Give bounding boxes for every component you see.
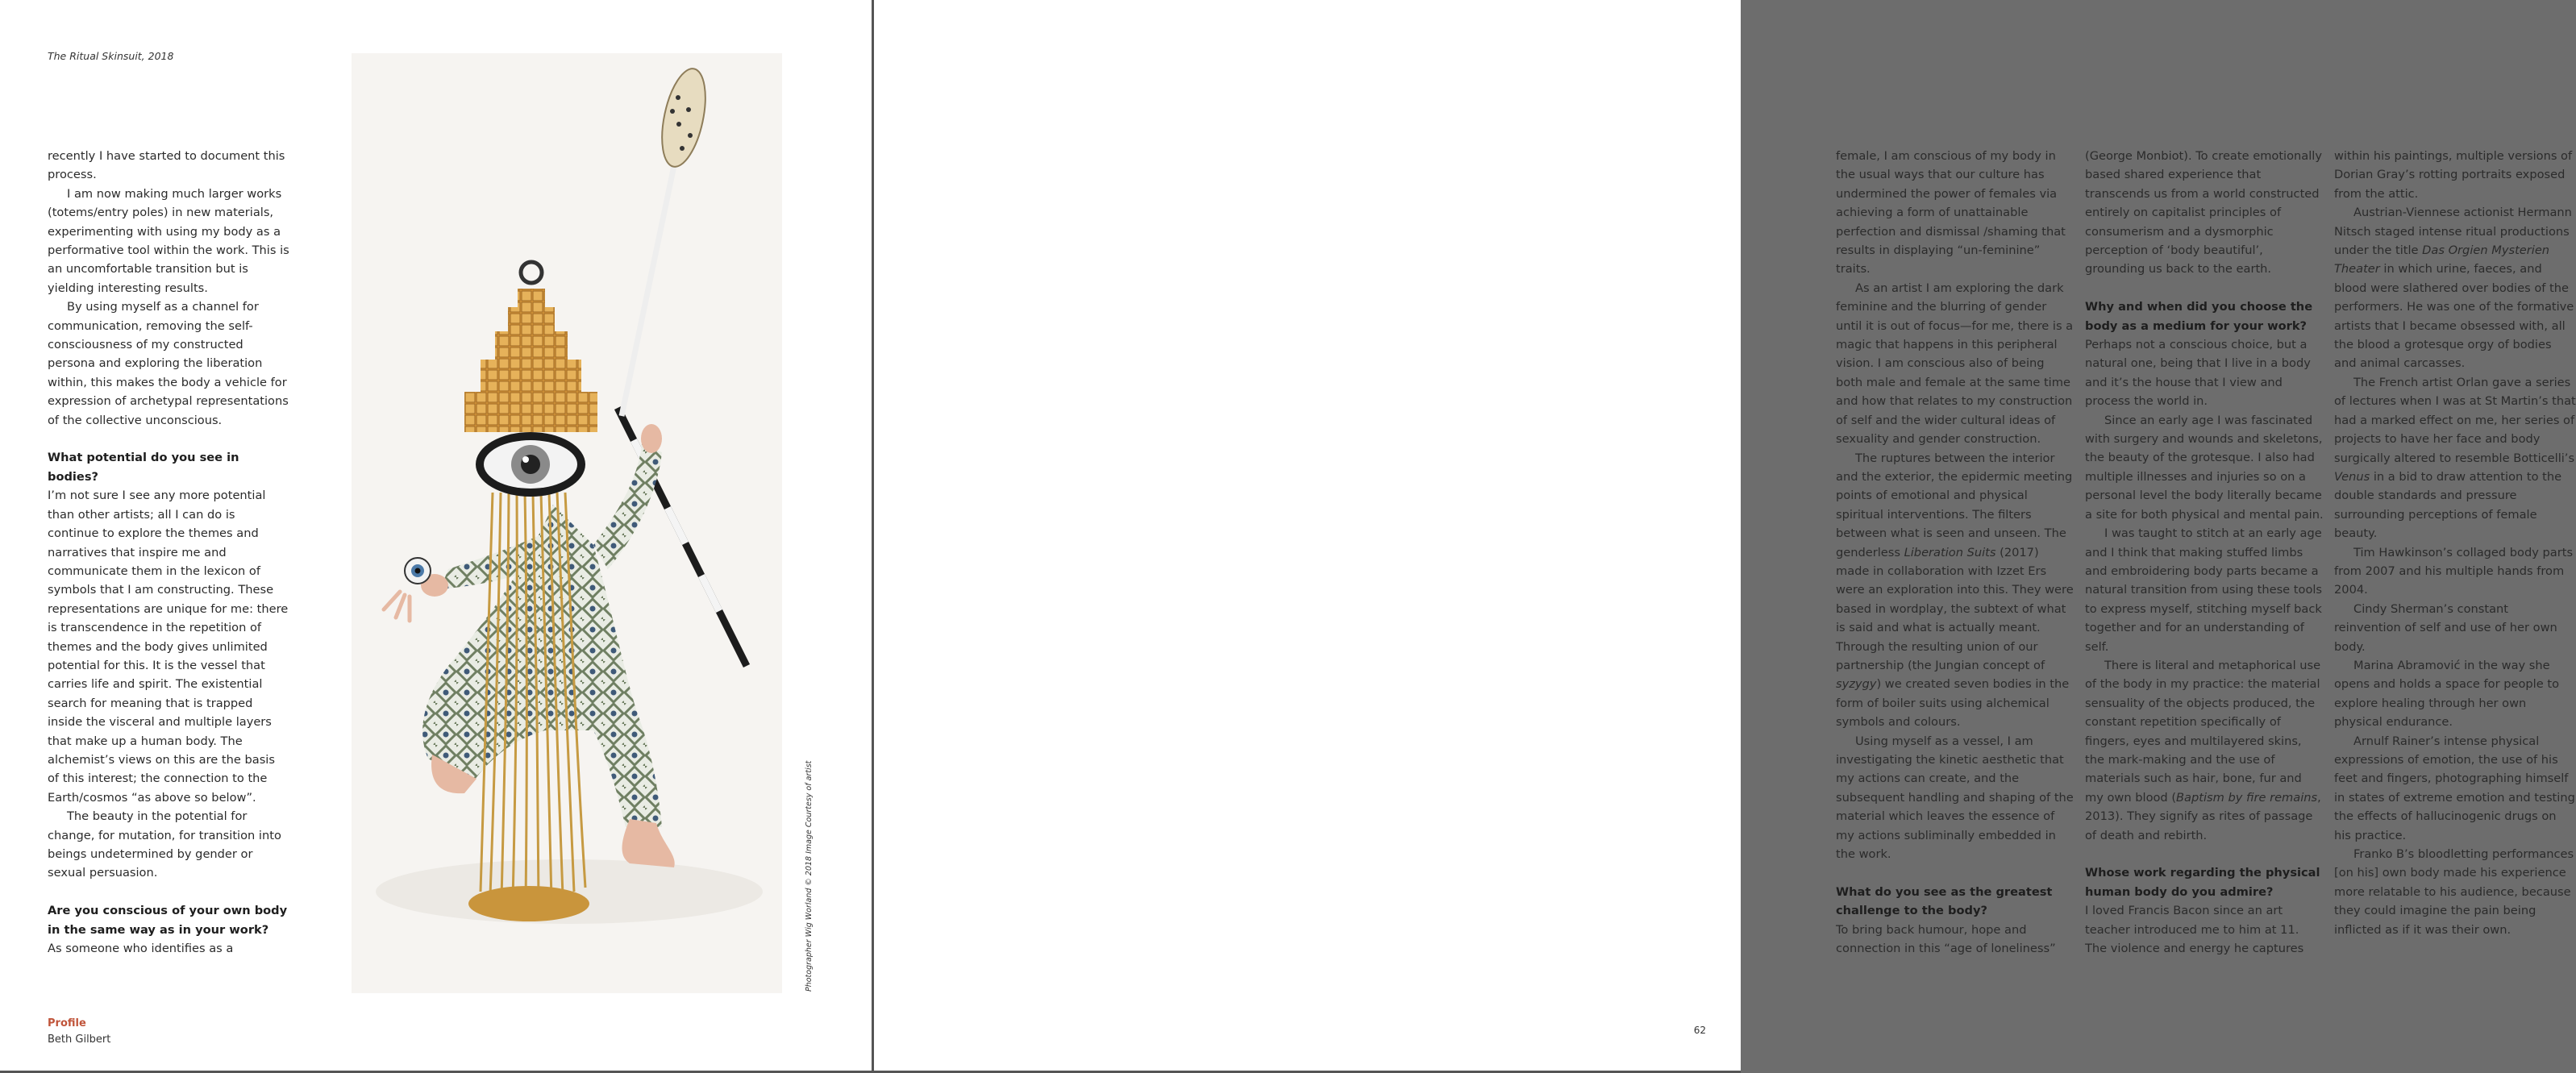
paragraph-text: The French artist Orlan gave a series of lectures when I was at St Martin’s that had a marked effect on me, her series of projects to have her face and body surgically altered to resemble Botticelli’s xyxy=(2334,375,2576,465)
body-paragraph xyxy=(48,297,289,430)
body-paragraph xyxy=(48,807,289,883)
text-column-right-3 xyxy=(2334,147,2576,939)
body-paragraph xyxy=(2085,901,2324,958)
running-title: The Ritual Skinsuit, 2018 xyxy=(48,50,174,62)
paragraph-text: Arnulf Rainer’s intense physical expressions of emotion, the use of his feet and fingers, photographing himself in states of extreme emotion and testing the effects of hallucinogenic drugs on his practice. xyxy=(2334,734,2575,842)
paragraph-text: recently I have started to document this process. xyxy=(48,149,285,182)
paragraph-text: Perhaps not a conscious choice, but a natural one, being that I live in a body and it’s the house that I view and process the world in. xyxy=(2085,338,2311,409)
paragraph-text: Tim Hawkinson’s collaged body parts from 2007 and his multiple hands from 2004. xyxy=(2334,545,2574,597)
body-paragraph xyxy=(2334,203,2576,373)
paragraph-text: Since an early age I was fascinated with surgery and wounds and skeletons, the beauty of the grotesque. I also had multiple illnesses and injuries so on a personal level the body literally became a site for both physical and mental pain. xyxy=(2085,413,2324,522)
left-page xyxy=(0,0,872,1071)
paragraph-text: female, I am conscious of my body in the usual ways that our culture has undermined the power of females via achieving a form of unattainable perfection and dismissal /shaming that results in displaying “un-feminine” traits. xyxy=(1836,149,2066,277)
paragraph-text: Austrian-Viennese actionist Hermann Nitsch staged intense ritual productions under the title xyxy=(2334,206,2572,258)
body-paragraph xyxy=(1836,921,2075,959)
paragraph-text: Franko B’s bloodletting performances [on his] own body made his experience more relatable to his audience, because they could imagine the pain being inflicted as if it was their own. xyxy=(2334,847,2574,937)
ritual-skinsuit-figure xyxy=(352,53,782,993)
paragraph-text: Using myself as a vessel, I am investigating the kinetic aesthetic that my actions can create, and the subsequent handling and shaping of the material which leaves the essence of my actions subliminally embedded in the work. xyxy=(1836,734,2074,862)
paragraph-text: , 2013). They signify as rites of passage of death and rebirth. xyxy=(2085,790,2321,842)
paragraph-text: in which urine, faeces, and blood were slathered over bodies of the performers. He was one of the formative artists that I became obsessed with, all the blood a grotesque orgy of bodies and animal carcasses. xyxy=(2334,262,2574,371)
body-paragraph xyxy=(1836,147,2075,279)
body-paragraph xyxy=(2334,373,2576,543)
body-paragraph xyxy=(2334,732,2576,845)
body-paragraph xyxy=(48,486,289,807)
text-column-left xyxy=(48,147,289,958)
paragraph-text: As someone who identifies as a xyxy=(48,942,234,956)
body-paragraph xyxy=(2334,147,2576,203)
question-heading: Why and when did you choose the body as a medium for your work? xyxy=(2085,300,2313,333)
paragraph-text: Marina Abramović in the way she opens and holds a space for people to explore healing through her own physical endurance. xyxy=(2334,658,2559,730)
italic-title: Baptism by fire remains xyxy=(2176,790,2318,805)
right-page xyxy=(874,0,2576,1071)
paragraph-text: The ruptures between the interior and the exterior, the epidermic meeting points of emotional and physical spiritual interventions. The filters between what is seen and unseen. The genderless xyxy=(1836,451,2073,559)
body-paragraph xyxy=(2334,543,2576,600)
body-paragraph xyxy=(2334,600,2576,656)
text-column-right-1 xyxy=(1836,147,2075,958)
question-heading: Are you conscious of your own body in the same way as in your work? xyxy=(48,904,288,937)
question-heading: What potential do you see in bodies? xyxy=(48,451,239,484)
paragraph-text: As an artist I am exploring the dark feminine and the blurring of gender until it is out of focus—for me, there is a magic that happens in this peripheral vision. I am conscious also of being both male and female at the same time and how that relates to my construction of self and the wider cultural ideas of sexuality and gender construction. xyxy=(1836,281,2074,447)
body-paragraph xyxy=(48,147,289,185)
body-paragraph xyxy=(2085,524,2324,656)
paragraph-text: By using myself as a channel for communication, removing the self-consciousness of my constructed persona and exploring the liberation within, this makes the body a vehicle for expression of archetypal representations of the collective unconscious. xyxy=(48,300,289,427)
photo-credit: Photographer Wig Worland © 2018 Image Courtesy of artist xyxy=(805,760,814,992)
paragraph-text: There is literal and metaphorical use of the body in my practice: the material sensuality of the objects produced, the constant repetition specifically of fingers, eyes and multilayered skins, the mark-making and the use of materials such as hair, bone, fur and my own blood ( xyxy=(2085,658,2321,805)
paragraph-text: (George Monbiot). To create emotionally based shared experience that transcends us from a world constructed entirely on capitalist principles of consumerism and a dysmorphic perception of ‘body beautiful’, grounding us back to the earth. xyxy=(2085,149,2322,277)
italic-title: Venus xyxy=(2334,469,2370,484)
paragraph-text: I loved Francis Bacon since an art teacher introduced me to him at 11. The violence and energy he captures xyxy=(2085,904,2304,956)
body-paragraph xyxy=(1836,732,2075,864)
section-label: Profile xyxy=(48,1017,86,1029)
question-heading: Whose work regarding the physical human body do you admire? xyxy=(2085,866,2320,899)
body-paragraph xyxy=(2334,845,2576,939)
paragraph-text: To bring back humour, hope and connection in this “age of loneliness” xyxy=(1836,922,2056,956)
body-paragraph xyxy=(2334,656,2576,732)
body-paragraph xyxy=(48,185,289,297)
paragraph-text: Cindy Sherman’s constant reinvention of self and use of her own body. xyxy=(2334,601,2557,654)
paragraph-text: I’m not sure I see any more potential than other artists; all I can do is continue to explore the themes and narratives that inspire me and communicate them in the lexicon of symbols that I am constructing. These representations are unique for me: there is transcendence in the repetition of themes and the body gives unlimited potential for this. It is the vessel that carries life and spirit. The existential search for meaning that is trapped inside the visceral and multiple layers that make up a human body. The alchemist’s views on this are the basis of this interest; the connection to the Earth/cosmos “as above so below”. xyxy=(48,489,289,805)
body-paragraph xyxy=(1836,449,2075,732)
author-name: Beth Gilbert xyxy=(48,1033,111,1046)
body-paragraph xyxy=(2085,411,2324,524)
body-paragraph xyxy=(48,939,289,958)
paragraph-text: in a bid to draw attention to the double standards and pressure surrounding perceptions of female beauty. xyxy=(2334,469,2562,541)
artwork-photo xyxy=(352,53,782,993)
body-paragraph xyxy=(2085,335,2324,411)
question-heading: What do you see as the greatest challenge to the body? xyxy=(1836,884,2053,918)
italic-title: syzygy xyxy=(1836,677,1877,692)
paragraph-text: I am now making much larger works (totems/entry poles) in new materials, experimenting with using my body as a performative tool within the work. This is an uncomfortable transition but is yielding interesting results. xyxy=(48,186,289,295)
text-column-right-2 xyxy=(2085,147,2324,958)
body-paragraph xyxy=(2085,147,2324,279)
paragraph-text: within his paintings, multiple versions of Dorian Gray’s rotting portraits exposed from the attic. xyxy=(2334,149,2573,201)
italic-title: Liberation Suits xyxy=(1904,545,1996,559)
paragraph-text: (2017) made in collaboration with Izzet Ers were an exploration into this. They were based in wordplay, the subtext of what is said and what is actually meant. Through the resulting union of our partnership (the Jungian concept of xyxy=(1836,545,2074,672)
paragraph-text: The beauty in the potential for change, for mutation, for transition into beings undetermined by gender or sexual persuasion. xyxy=(48,809,281,880)
body-paragraph xyxy=(1836,279,2075,449)
page-number: 62 xyxy=(1693,1025,1706,1036)
body-paragraph xyxy=(2085,656,2324,845)
italic-title: Das Orgien Mysterien Theater xyxy=(2334,243,2550,277)
paragraph-text: ) we created seven bodies in the form of boiler suits using alchemical symbols and colours. xyxy=(1836,677,2070,730)
paragraph-text: I was taught to stitch at an early age and I think that making stuffed limbs and embroidering body parts became a natural transition from using these tools to express myself, stitching myself back together and for an understanding of self. xyxy=(2085,526,2323,654)
